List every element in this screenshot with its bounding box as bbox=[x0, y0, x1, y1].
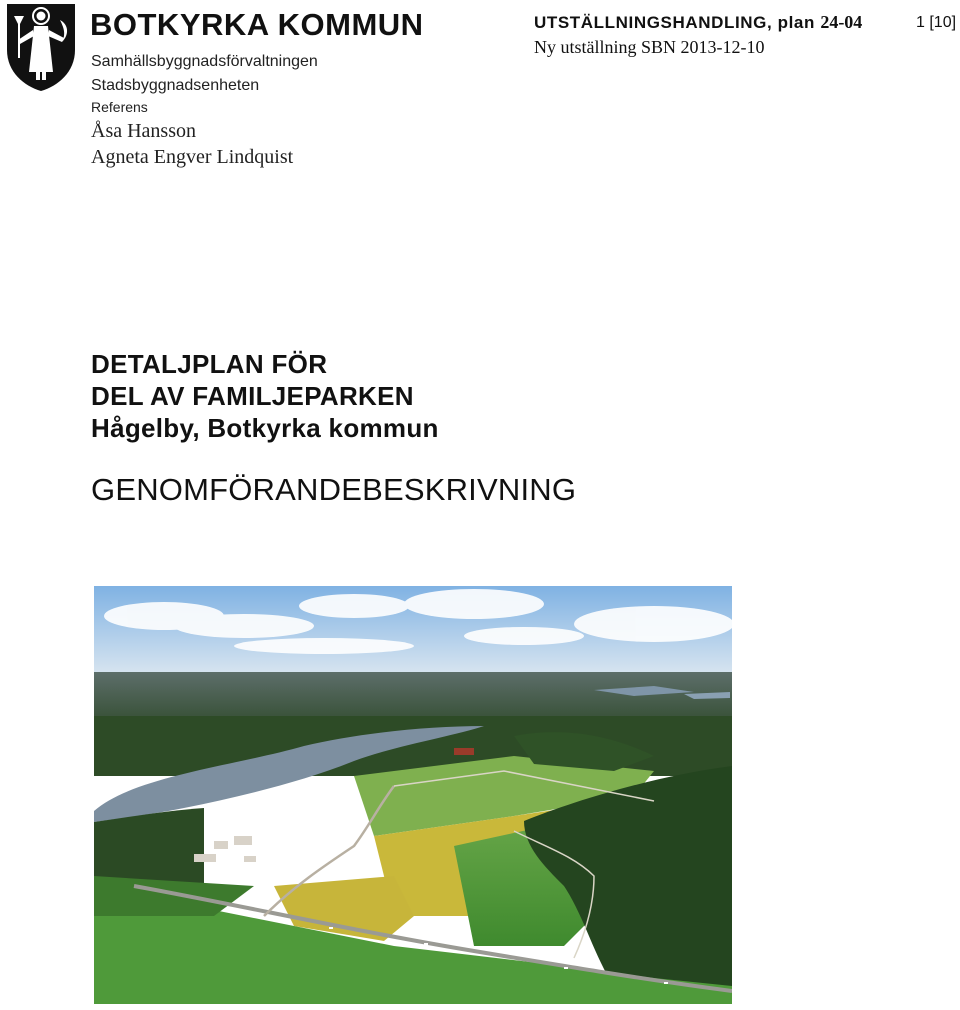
document-type bbox=[534, 12, 862, 33]
department-name: Samhällsbyggnadsförvaltningen bbox=[91, 53, 318, 70]
document-type-label: UTSTÄLLNINGSHANDLING, plan bbox=[534, 13, 815, 32]
document-subtitle: GENOMFÖRANDEBESKRIVNING bbox=[91, 472, 577, 507]
reference-name: Agneta Engver Lindquist bbox=[91, 146, 294, 168]
reference-name: Åsa Hansson bbox=[91, 120, 196, 142]
reference-label: Referens bbox=[91, 99, 148, 115]
aerial-landscape-photo bbox=[94, 586, 732, 1004]
unit-name: Stadsbyggnadsenheten bbox=[91, 77, 260, 94]
title-line: DETALJPLAN FÖR bbox=[91, 349, 328, 379]
plan-number: 24-04 bbox=[820, 12, 863, 32]
document-subline: Ny utställning SBN 2013-12-10 bbox=[534, 37, 765, 57]
title-line: Hågelby, Botkyrka kommun bbox=[91, 413, 439, 443]
title-line: DEL AV FAMILJEPARKEN bbox=[91, 381, 414, 411]
document-title bbox=[91, 348, 439, 444]
coat-of-arms-icon bbox=[4, 2, 78, 92]
page-number: 1 [10] bbox=[916, 14, 957, 31]
organization-name: BOTKYRKA KOMMUN bbox=[90, 7, 424, 42]
